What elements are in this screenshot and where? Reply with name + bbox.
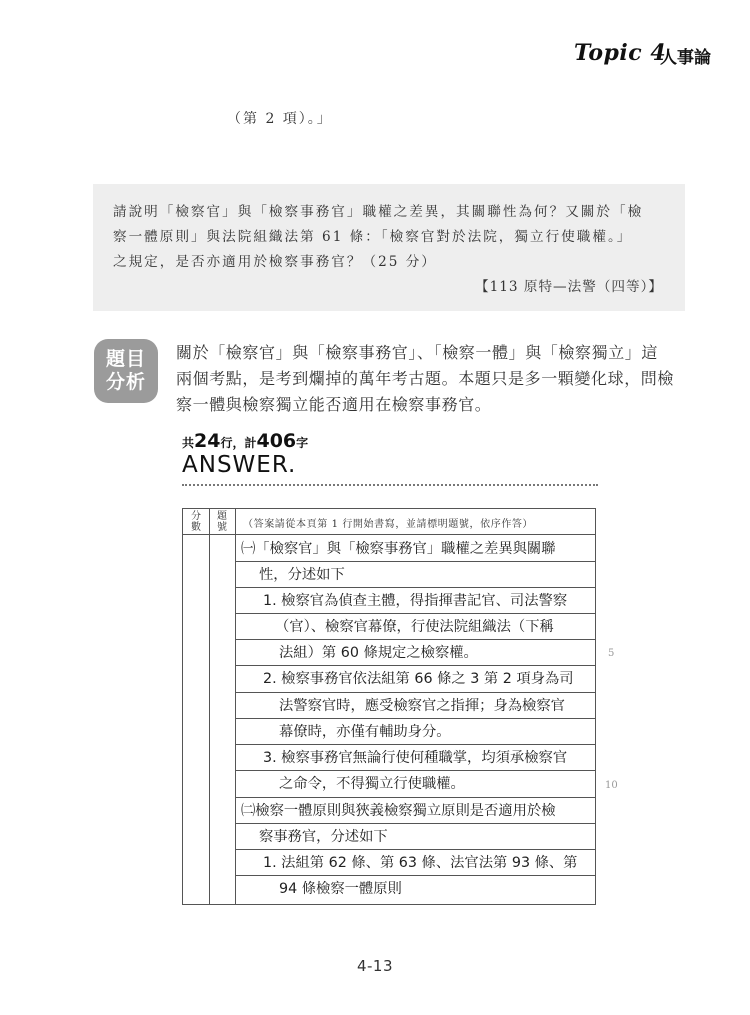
ruled-line xyxy=(235,665,595,666)
ruled-line xyxy=(235,744,595,745)
answer-line: 2. 檢察事務官依法組第 66 條之 3 第 2 項身為司 xyxy=(263,671,574,687)
answer-label: ANSWER. xyxy=(182,452,297,478)
sheet-divider-score xyxy=(209,509,210,904)
analysis-badge xyxy=(94,339,158,403)
question-source: 【113 原特—法警（四等）】 xyxy=(475,279,663,295)
question-line: 察一體原則」與法院組織法第 61 條：「檢察官對於法院，獨立行使職權。」 xyxy=(113,229,633,245)
analysis-badge-line2: 分析 xyxy=(105,371,146,393)
analysis-line: 察一體與檢察獨立能否適用在檢察事務官。 xyxy=(176,395,492,414)
analysis-line: 兩個考點，是考到爛掉的萬年考古題。本題只是多一顆變化球，問檢 xyxy=(176,369,675,388)
sheet-divider-qnum xyxy=(235,509,236,904)
ruled-line xyxy=(235,875,595,876)
count-prefix: 共 xyxy=(182,436,195,450)
question-box xyxy=(93,184,685,311)
answer-line: 性，分述如下 xyxy=(259,567,345,583)
ruled-line xyxy=(235,587,595,588)
ruled-line xyxy=(235,770,595,771)
answer-line: ㈠「檢察官」與「檢察事務官」職權之差異與關聯 xyxy=(241,541,556,557)
continuation-text: （第 2 項）。」 xyxy=(227,111,333,127)
sheet-instruction: （答案請從本頁第 1 行開始書寫，並請標明題號，依序作答） xyxy=(243,519,534,530)
word-count xyxy=(182,430,308,452)
answer-line: ㈡檢察一體原則與狹義檢察獨立原則是否適用於檢 xyxy=(241,803,556,819)
ruled-line xyxy=(235,692,595,693)
count-middle: 行，計 xyxy=(220,436,257,450)
count-suffix: 字 xyxy=(296,436,309,450)
answer-sheet xyxy=(182,508,596,905)
sheet-header-line xyxy=(183,534,595,535)
ruled-line xyxy=(235,613,595,614)
analysis-line: 關於「檢察官」與「檢察事務官」、「檢察一體」與「檢察獨立」這 xyxy=(176,343,659,362)
col-score-header: 分數 xyxy=(191,511,201,533)
answer-line: 法組）第 60 條規定之檢察權。 xyxy=(279,645,478,661)
ruled-line xyxy=(235,797,595,798)
question-line: 請說明「檢察官」與「檢察事務官」職權之差異，其關聯性為何？又關於「檢 xyxy=(113,204,644,220)
answer-line: 1. 法組第 62 條、第 63 條、法官法第 93 條、第 xyxy=(263,855,578,871)
count-chars-number: 406 xyxy=(256,430,297,452)
ruled-line xyxy=(235,561,595,562)
answer-line: 幕僚時，亦僅有輔助身分。 xyxy=(279,724,451,740)
ruled-line xyxy=(235,823,595,824)
ruled-line xyxy=(235,639,595,640)
ruled-line xyxy=(235,718,595,719)
answer-line: 94 條檢察一體原則 xyxy=(279,881,402,897)
col-qnum-header: 題號 xyxy=(217,511,227,533)
line-number-marker: 5 xyxy=(608,648,615,659)
answer-line: 法警察官時，應受檢察官之指揮；身為檢察官 xyxy=(279,698,565,714)
analysis-badge-line1: 題目 xyxy=(105,348,146,370)
count-lines-number: 24 xyxy=(194,430,221,452)
ruled-line xyxy=(235,849,595,850)
question-line: 之規定，是否亦適用於檢察事務官？（25 分） xyxy=(113,254,437,270)
line-number-marker: 10 xyxy=(605,780,618,791)
dotted-divider xyxy=(182,484,598,486)
answer-line: 之命令，不得獨立行使職權。 xyxy=(279,776,465,792)
analysis-text xyxy=(176,340,691,418)
chapter-title: 人事論 xyxy=(660,48,711,68)
page-number: 4-13 xyxy=(356,957,394,975)
topic-label: Topic 4 xyxy=(574,40,667,66)
answer-line: 3. 檢察事務官無論行使何種職掌，均須承檢察官 xyxy=(263,750,568,766)
answer-line: 察事務官，分述如下 xyxy=(259,829,388,845)
answer-line: 1. 檢察官為偵查主體，得指揮書記官、司法警察 xyxy=(263,593,568,609)
answer-line: （官）、檢察官幕僚，行使法院組織法（下稱 xyxy=(275,619,554,635)
